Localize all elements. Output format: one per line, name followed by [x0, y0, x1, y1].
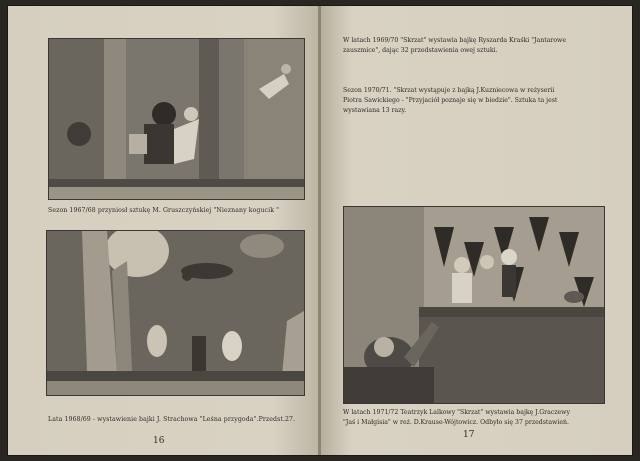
- photo-puppets-rooster: [48, 38, 305, 200]
- paragraph-line: Piotra Sawickiego - "Przyjaciół poznaje się w biedzie". Sztuka ta jest: [343, 97, 558, 104]
- right-page: [321, 6, 632, 455]
- caption-line: W latach 1971/72 Teatrzyk Lalkowy "Skrzat" wystawia bajkę J.Graczewy: [343, 409, 570, 416]
- caption-line: "Jaś i Małgisia" w reż. D.Krause-Wójtowicz. Odbyło się 37 przedstawień.: [343, 419, 569, 426]
- paragraph-line: W latach 1969/70 "Skrzat" wystawia bajkę Ryszarda Kraśki "Jantarowe: [343, 37, 567, 44]
- left-page: [8, 6, 319, 455]
- caption-bottom: Lata 1968/69 - wystawienie bajki J. Strachowa "Leśna przygoda".Przedst.27.: [48, 416, 296, 423]
- caption-bottom-right: [343, 408, 570, 428]
- caption-top: Sezon 1967/68 przyniosł sztukę M. Gruszczyńskiej "Nieznany kogucik ": [48, 207, 280, 214]
- book-spread: [8, 6, 632, 455]
- page-number-left: 16: [153, 436, 165, 446]
- photo-forest-adventure: [46, 230, 305, 396]
- paragraph-1969: [343, 36, 566, 56]
- page-number-right: 17: [463, 430, 475, 440]
- paragraph-line: zauszmice", dając 32 przedstawienia owej sztuki.: [343, 47, 498, 54]
- paragraph-line: wystawiana 13 razy.: [343, 107, 407, 114]
- photo-stage-hansel: [343, 206, 605, 404]
- paragraph-1970: [343, 86, 557, 116]
- paragraph-line: Sezon 1970/71. "Skrzat wystąpuje z bajką J.Kuzniecowa w reżyserii: [343, 87, 555, 94]
